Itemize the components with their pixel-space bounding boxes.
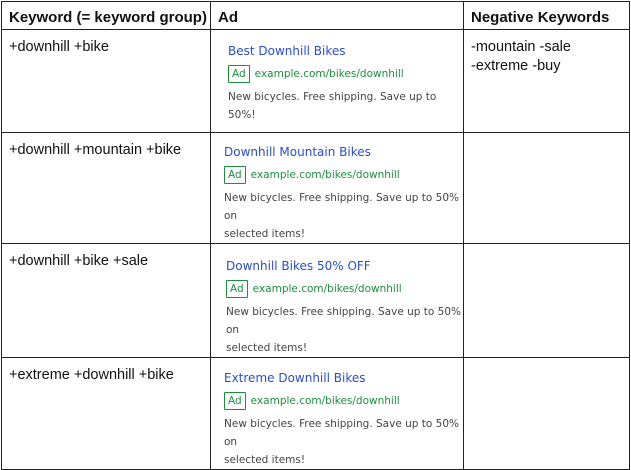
- negative-keywords-cell: [464, 244, 630, 358]
- ad-badge: Ad: [226, 280, 248, 298]
- ad-description-line-1: New bicycles. Free shipping. Save up to 50%!: [228, 91, 437, 121]
- ad-description-line-2: selected items!: [224, 454, 306, 466]
- ad-description-line-2: selected items!: [226, 342, 308, 354]
- header-ad: Ad: [211, 2, 464, 30]
- ad-description-line-1: New bicycles. Free shipping. Save up to 50% on: [224, 418, 459, 448]
- ad-preview: [211, 133, 463, 243]
- table-row: [2, 30, 630, 133]
- ad-preview: [211, 358, 463, 469]
- header-keyword: Keyword (= keyword group): [2, 2, 211, 30]
- ad-badge: Ad: [228, 65, 250, 83]
- negative-keyword-line: -extreme -buy: [471, 58, 561, 74]
- ad-cell: [211, 358, 464, 470]
- ad-description: [224, 415, 463, 469]
- header-negative-keywords: Negative Keywords: [464, 2, 630, 30]
- ad-badge: Ad: [224, 392, 246, 410]
- ad-cell: [211, 244, 464, 358]
- keyword-cell: +downhill +bike +sale: [2, 244, 211, 358]
- keyword-cell: +extreme +downhill +bike: [2, 358, 211, 470]
- ad-title[interactable]: Downhill Bikes 50% OFF: [226, 259, 371, 273]
- ad-description: [224, 189, 463, 243]
- ad-description-line-1: New bicycles. Free shipping. Save up to 50% on: [226, 306, 461, 336]
- table-row: [2, 244, 630, 358]
- ad-description: [228, 88, 463, 124]
- ad-title[interactable]: Downhill Mountain Bikes: [224, 145, 371, 159]
- keyword-ad-table: [1, 1, 630, 470]
- ad-cell: [211, 133, 464, 244]
- header-row: [2, 2, 630, 30]
- negative-keywords-cell: [464, 358, 630, 470]
- ad-cell: [211, 30, 464, 133]
- negative-keywords-cell: [464, 30, 630, 133]
- ad-description-line-2: selected items!: [224, 228, 306, 240]
- ad-preview: [211, 244, 463, 357]
- ad-url-row: [224, 166, 463, 184]
- ad-title[interactable]: Extreme Downhill Bikes: [224, 371, 366, 385]
- ad-display-url[interactable]: example.com/bikes/downhill: [250, 395, 400, 407]
- ad-url-row: [226, 280, 463, 298]
- ad-description-line-1: New bicycles. Free shipping. Save up to 50% on: [224, 192, 459, 222]
- ad-url-row: [228, 65, 463, 83]
- ad-description: [226, 303, 463, 357]
- table-row: [2, 358, 630, 470]
- ad-display-url[interactable]: example.com/bikes/downhill: [250, 169, 400, 181]
- ad-url-row: [224, 392, 463, 410]
- table-row: [2, 133, 630, 244]
- ad-title[interactable]: Best Downhill Bikes: [228, 44, 346, 58]
- ad-preview: [211, 30, 463, 124]
- ad-display-url[interactable]: example.com/bikes/downhill: [254, 68, 404, 80]
- ad-badge: Ad: [224, 166, 246, 184]
- negative-keyword-line: -mountain -sale: [471, 39, 571, 55]
- negative-keywords-cell: [464, 133, 630, 244]
- keyword-cell: +downhill +bike: [2, 30, 211, 133]
- ad-display-url[interactable]: example.com/bikes/downhill: [252, 283, 402, 295]
- keyword-cell: +downhill +mountain +bike: [2, 133, 211, 244]
